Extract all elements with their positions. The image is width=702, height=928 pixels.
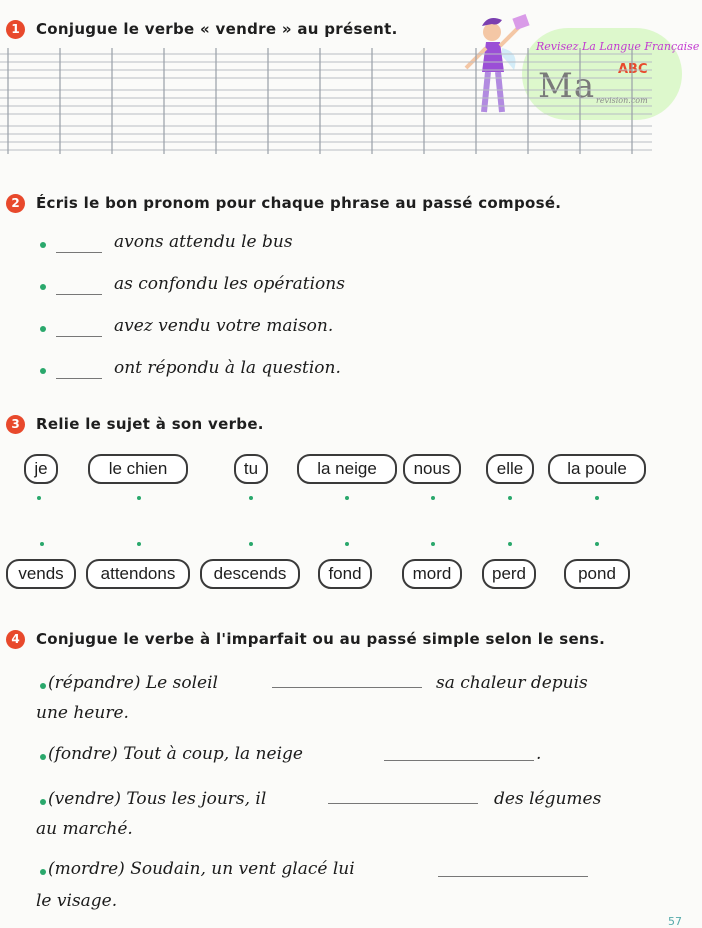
subject-box[interactable]: le chien <box>88 454 188 484</box>
ex4-item-1-end: sa chaleur depuis <box>436 673 588 693</box>
subject-box[interactable]: tu <box>234 454 268 484</box>
ex4-item-2-end: . <box>536 744 542 764</box>
logo-tagline: Revisez La Langue Française <box>536 40 700 53</box>
ex4-item-1-start: (répandre) Le soleil <box>48 673 218 693</box>
exercise-3-number: 3 <box>6 415 25 434</box>
link-dot[interactable] <box>249 542 253 546</box>
pronoun-blank-2[interactable] <box>56 294 102 295</box>
page-number: 57 <box>668 915 682 928</box>
link-dot[interactable] <box>249 496 253 500</box>
link-dot[interactable] <box>137 542 141 546</box>
pronoun-blank-4[interactable] <box>56 378 102 379</box>
pronoun-blank-3[interactable] <box>56 336 102 337</box>
subject-box[interactable]: la poule <box>548 454 646 484</box>
link-dot[interactable] <box>40 542 44 546</box>
bullet-icon <box>40 368 46 374</box>
ex4-item-4-start: (mordre) Soudain, un vent glacé lui <box>48 859 355 879</box>
ex2-item-2: as confondu les opérations <box>114 274 345 294</box>
verb-blank-2[interactable] <box>384 760 534 761</box>
subject-box[interactable]: la neige <box>297 454 397 484</box>
link-dot[interactable] <box>37 496 41 500</box>
verb-box[interactable]: pond <box>564 559 630 589</box>
ex4-item-3-end: des légumes <box>494 789 602 809</box>
ex4-item-3-start: (vendre) Tous les jours, il <box>48 789 267 809</box>
bullet-icon <box>40 242 46 248</box>
exercise-4-number: 4 <box>6 630 25 649</box>
verb-blank-1[interactable] <box>272 687 422 688</box>
bullet-icon <box>40 799 46 805</box>
ex2-item-1: avons attendu le bus <box>114 232 293 252</box>
link-dot[interactable] <box>508 542 512 546</box>
verb-box[interactable]: descends <box>200 559 300 589</box>
link-dot[interactable] <box>595 496 599 500</box>
exercise-4-title: Conjugue le verbe à l'imparfait ou au passé simple selon le sens. <box>36 630 606 648</box>
exercise-3-title: Relie le sujet à son verbe. <box>36 415 264 433</box>
link-dot[interactable] <box>137 496 141 500</box>
pronoun-blank-1[interactable] <box>56 252 102 253</box>
logo-site: revision.com <box>596 96 648 105</box>
verb-box[interactable]: mord <box>402 559 462 589</box>
verb-box[interactable]: fond <box>318 559 372 589</box>
exercise-2-title: Écris le bon pronom pour chaque phrase au passé composé. <box>36 194 562 212</box>
link-dot[interactable] <box>508 496 512 500</box>
logo-abc-text: ABC <box>618 62 648 77</box>
link-dot[interactable] <box>431 496 435 500</box>
bullet-icon <box>40 869 46 875</box>
ex4-item-3-continued: au marché. <box>36 819 133 839</box>
subject-box[interactable]: elle <box>486 454 534 484</box>
bullet-icon <box>40 754 46 760</box>
verb-box[interactable]: vends <box>6 559 76 589</box>
ex4-item-4-continued: le visage. <box>36 891 118 911</box>
subject-box[interactable]: nous <box>403 454 461 484</box>
logo-brand: Ma <box>538 66 596 106</box>
verb-blank-3[interactable] <box>328 803 478 804</box>
exercise-1-title: Conjugue le verbe « vendre » au présent. <box>36 20 398 38</box>
bullet-icon <box>40 326 46 332</box>
subject-box[interactable]: je <box>24 454 58 484</box>
verb-box[interactable]: attendons <box>86 559 190 589</box>
link-dot[interactable] <box>431 542 435 546</box>
link-dot[interactable] <box>345 496 349 500</box>
ex4-item-2-start: (fondre) Tout à coup, la neige <box>48 744 303 764</box>
writing-grid <box>0 48 652 154</box>
bullet-icon <box>40 284 46 290</box>
exercise-1-number: 1 <box>6 20 25 39</box>
ex2-item-3: avez vendu votre maison. <box>114 316 334 336</box>
link-dot[interactable] <box>595 542 599 546</box>
verb-box[interactable]: perd <box>482 559 536 589</box>
exercise-2-number: 2 <box>6 194 25 213</box>
ex4-item-1-continued: une heure. <box>36 703 129 723</box>
ex2-item-4: ont répondu à la question. <box>114 358 341 378</box>
verb-blank-4[interactable] <box>438 876 588 877</box>
link-dot[interactable] <box>345 542 349 546</box>
bullet-icon <box>40 683 46 689</box>
